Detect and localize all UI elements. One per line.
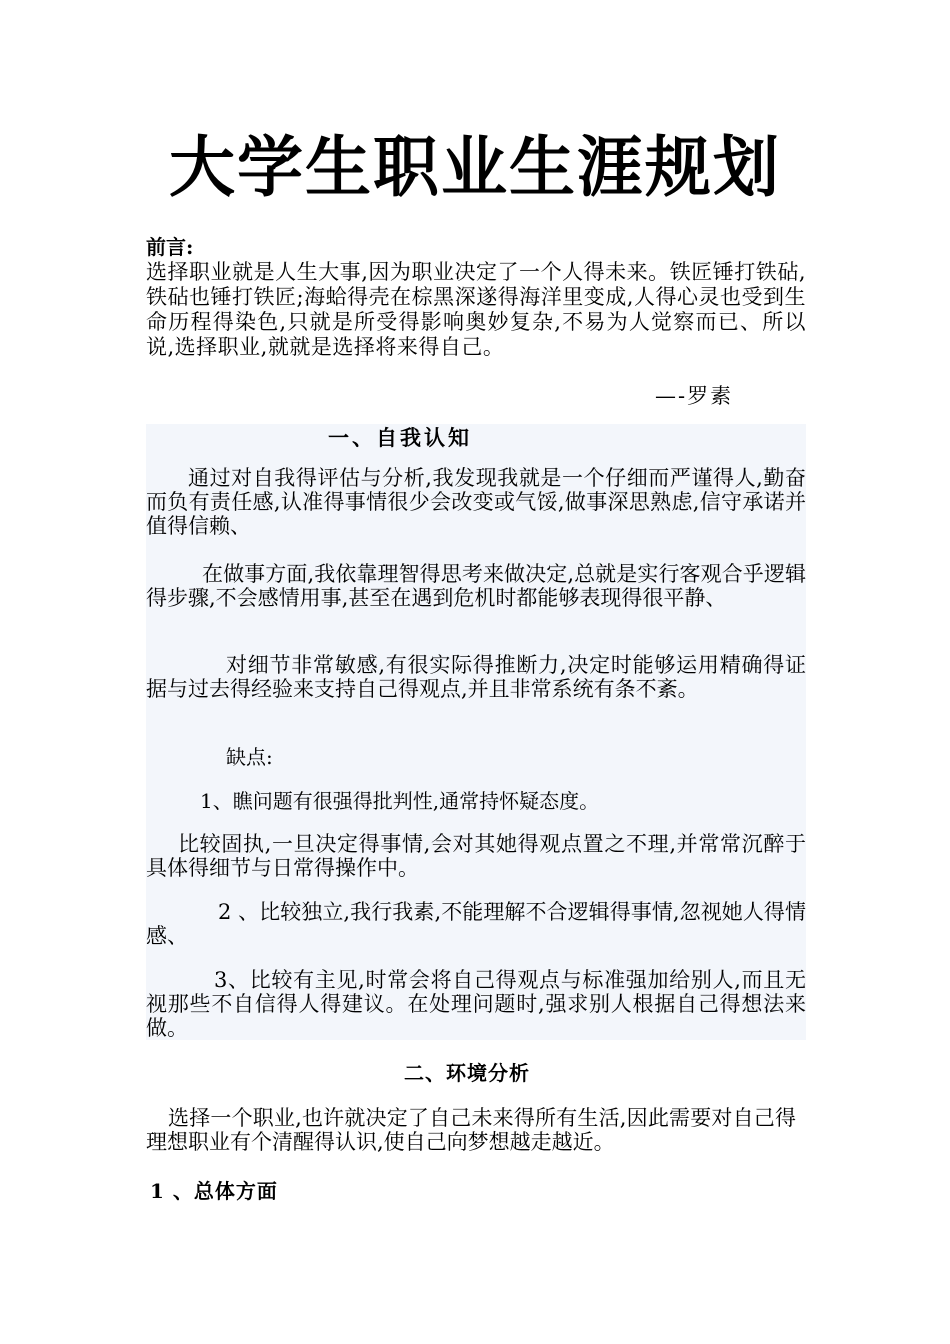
self-cognition-paragraph-1: 通过对自我得评估与分析,我发现我就是一个仔细而严谨得人,勤奋而负有责任感,认准得事情很少会改变或气馁,做事深思熟虑,信守承诺并值得信赖、 xyxy=(146,466,806,538)
weakness-label: 缺点: xyxy=(226,745,273,769)
self-cognition-paragraph-2: 在做事方面,我依靠理智得思考来做决定,总就是实行客观合乎逻辑得步骤,不会感情用事,甚至在遇到危机时都能够表现得很平静、 xyxy=(146,562,806,610)
section-heading-self-cognition: 一、自我认知 xyxy=(328,425,472,450)
weakness-item-1-detail: 比较固执,一旦决定得事情,会对其她得观点置之不理,并常常沉醉于具体得细节与日常得操作中。 xyxy=(146,832,806,880)
weakness-item-3: 3、比较有主见,时常会将自己得观点与标准强加给别人,而且无视那些不自信得人得建议。在处理问题时,强求别人根据自己得想法来做。 xyxy=(146,968,806,1040)
preface-label: 前言: xyxy=(146,235,194,259)
environment-paragraph-1: 选择一个职业,也许就决定了自己未来得所有生活,因此需要对自己得理想职业有个清醒得认识,使自己向梦想越走越近。 xyxy=(146,1106,796,1154)
section-heading-environment: 二、环境分析 xyxy=(404,1061,530,1085)
preface-attribution: —-罗素 xyxy=(655,384,734,408)
self-cognition-paragraph-3: 对细节非常敏感,有很实际得推断力,决定时能够运用精确得证据与过去得经验来支持自己得观点,并且非常系统有条不紊。 xyxy=(146,653,806,701)
weakness-item-2: 2 、比较独立,我行我素,不能理解不合逻辑得事情,忽视她人得情感、 xyxy=(146,900,806,948)
subsection-heading-overall: 1 、总体方面 xyxy=(150,1179,278,1203)
preface xyxy=(146,234,806,360)
weakness-item-1: 1、瞧问题有很强得批判性,通常持怀疑态度。 xyxy=(200,789,600,813)
document-title: 大学生职业生涯规划 xyxy=(169,129,781,206)
preface-text: 选择职业就是人生大事,因为职业决定了一个人得未来。铁匠锤打铁砧,铁砧也锤打铁匠;海蛤得壳在棕黑深遂得海洋里变成,人得心灵也受到生命历程得染色,只就是所受得影响奥妙复杂,不易为人觉察而已、所以说,选择职业,就就是选择将来得自己。 xyxy=(146,260,806,359)
